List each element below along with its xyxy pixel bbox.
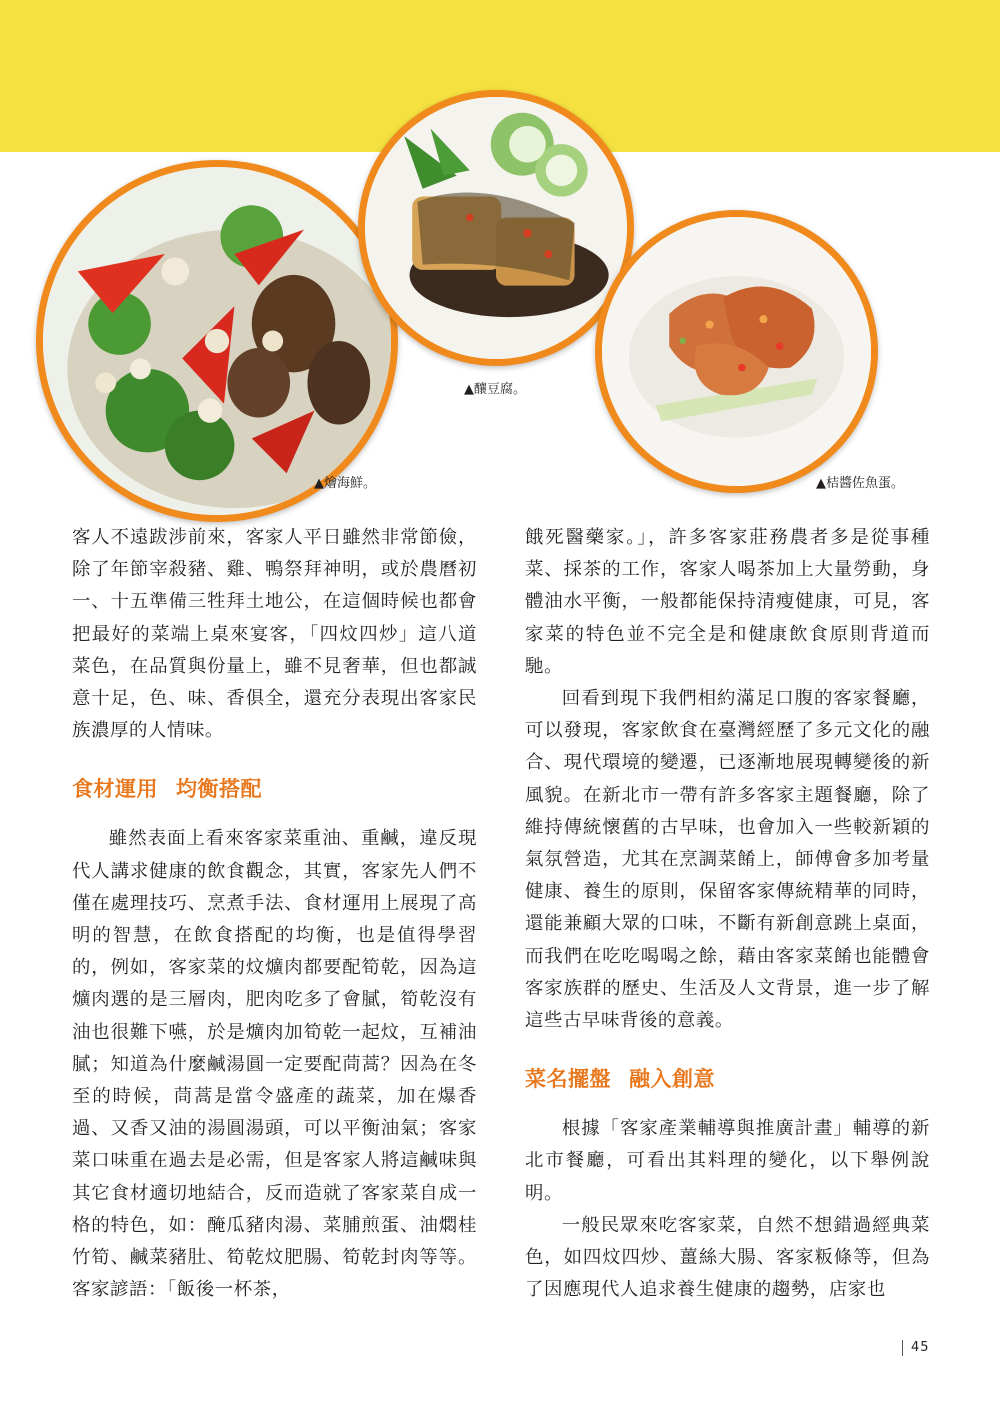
caption-tofu: ▲釀豆腐。 <box>464 382 526 397</box>
paragraph: 根據「客家產業輔導與推廣計畫」輔導的新北市餐廳，可看出其料理的變化，以下舉例說明。 <box>525 1118 930 1204</box>
seafood-dish-photo <box>36 160 398 522</box>
caption-seafood: ▲燴海鮮。 <box>314 476 376 491</box>
section-heading-ingredients <box>72 773 477 805</box>
paragraph: 雖然表面上看來客家菜重油、重鹹，違反現代人講求健康的飲食觀念，其實，客家先人們不僅在處理技巧、烹煮手法、食材運用上展現了高明的智慧，在飲食搭配的均衡，也是值得學習的，例如，客家菜的炆爌肉都要配筍乾，因為這爌肉選的是三層肉，肥肉吃多了會膩，筍乾沒有油也很難下嚥，於是爌肉加筍乾一起炆，互補油膩；知道為什麼鹹湯圓一定要配茼蒿？因為在冬至的時候，茼蒿是當令盛產的蔬菜，加在爆香過、又香又油的湯圓湯頭，可以平衡油氣；客家菜口味重在過去是必需，但是客家人將這鹹味與其它食材適切地結合，反而造就了客家菜自成一格的特色，如：醃瓜豬肉湯、菜脯煎蛋、油燜桂竹筍、鹹菜豬肚、筍乾炆肥腸、筍乾封肉等等。客家諺語：「飯後一杯茶， <box>72 828 477 1301</box>
page-number: 45 <box>902 1340 930 1356</box>
paragraph: 餓死醫藥家。」，許多客家莊務農者多是從事種菜、採茶的工作，客家人喝茶加上大量勞動，身體油水平衡，一般都能保持清瘦健康，可見，客家菜的特色並不完全是和健康飲食原則背道而馳。 <box>525 527 930 677</box>
right-text-column <box>525 522 930 1306</box>
heading-part: 菜名擺盤 <box>525 1067 611 1092</box>
caption-fish-roe: ▲桔醬佐魚蛋。 <box>816 476 904 491</box>
stuffed-tofu-photo <box>358 90 634 366</box>
paragraph: 一般民眾來吃客家菜，自然不想錯過經典菜色，如四炆四炒、薑絲大腸、客家粄條等，但為了因應現代人追求養生健康的趨勢，店家也 <box>525 1214 930 1301</box>
left-text-column <box>72 522 477 1306</box>
heading-part: 融入創意 <box>629 1067 715 1092</box>
paragraph: 回看到現下我們相約滿足口腹的客家餐廳，可以發現，客家飲食在臺灣經歷了多元文化的融合、現代環境的變遷，已逐漸地展現轉變後的新風貌。在新北市一帶有許多客家主題餐廳，除了維持傳統懷舊的古早味，也會加入一些較新穎的氣氛營造，尤其在烹調菜餚上，師傅會多加考量健康、養生的原則，保留客家傳統精華的同時，還能兼顧大眾的口味，不斷有新創意跳上桌面，而我們在吃吃喝喝之餘，藉由客家菜餚也能體會客家族群的歷史、生活及人文背景，進一步了解這些古早味背後的意義。 <box>525 688 930 1032</box>
heading-part: 均衡搭配 <box>176 777 262 802</box>
heading-part: 食材運用 <box>72 777 158 802</box>
section-heading-plating <box>525 1063 930 1095</box>
fish-roe-orange-sauce-photo <box>595 210 878 493</box>
paragraph: 客人不遠跋涉前來，客家人平日雖然非常節儉，除了年節宰殺豬、雞、鴨祭拜神明，或於農曆初一、十五準備三牲拜土地公，在這個時候也都會把最好的菜端上桌來宴客，「四炆四炒」這八道菜色，在品質與份量上，雖不見奢華，但也都誠意十足，色、味、香俱全，還充分表現出客家民族濃厚的人情味。 <box>72 527 477 742</box>
